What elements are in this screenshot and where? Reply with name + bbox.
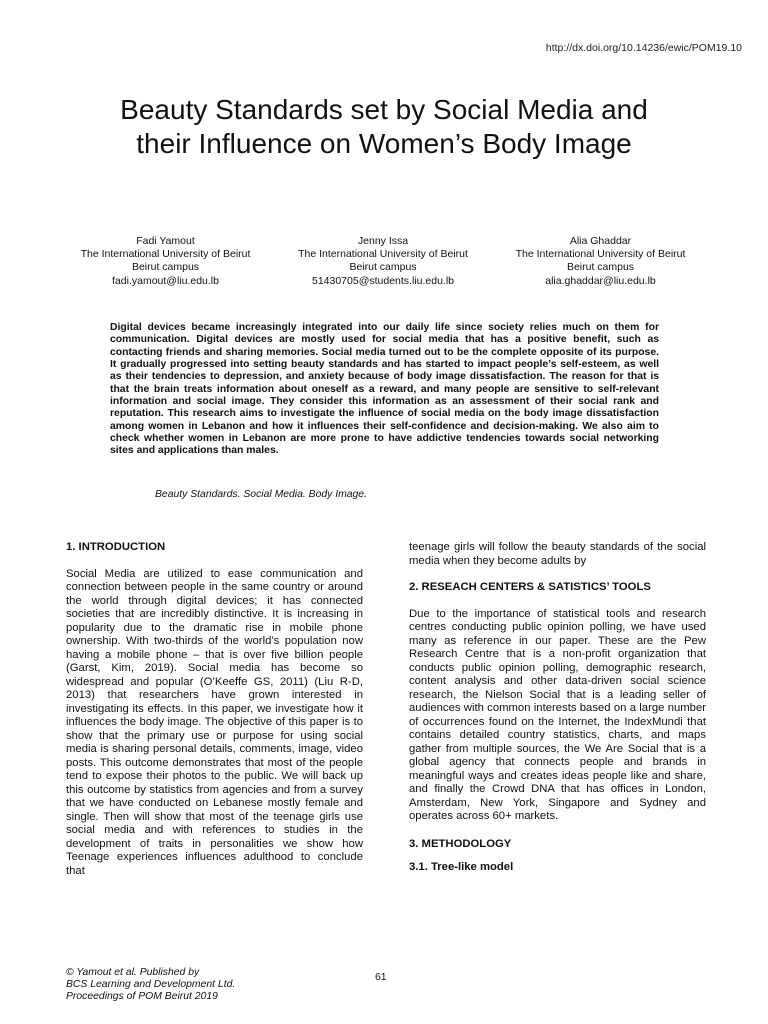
page-number: 61 xyxy=(375,972,387,983)
doi-link[interactable]: http://dx.doi.org/10.14236/ewic/POM19.10 xyxy=(545,42,742,54)
footer-line-2: BCS Learning and Development Ltd. xyxy=(66,979,236,991)
section-heading-research-centers: 2. RESEACH CENTERS & SATISTICS’ TOOLS xyxy=(409,581,651,593)
author-2 xyxy=(276,235,491,288)
left-column xyxy=(66,541,363,878)
author-name: Fadi Yamout xyxy=(136,235,195,247)
author-name: Jenny Issa xyxy=(357,235,409,247)
author-campus: Beirut campus xyxy=(566,261,635,274)
research-centers-paragraph: Due to the importance of statistical tools and research centres conducting public opinion polling, we have used many as reference in our paper. These are the Pew Research Centre that is a non-profit organization that conducts public opinion polling, demographic research, content analysis and other data-driven social science research, the Nielson Social that is a leading seller of audiences with common interests based on a large number of occurrences found on the Internet, the IndexMundi that contains detailed country statistics, charts, and maps gather from multiple sources, the We Are Social that is a global agency that connects people and brands in meaningful ways and creates ideas people like and share, and finally the Crowd DNA that has offices in London, Amsterdam, New York, Singapore and Sydney and operates across 60+ markets. xyxy=(409,607,706,822)
author-name: Alia Ghaddar xyxy=(569,235,632,247)
introduction-continued: teenage girls will follow the beauty standards of the social media when they become adults by xyxy=(409,541,706,567)
right-column xyxy=(409,541,706,875)
author-email[interactable]: 51430705@students.liu.edu.lb xyxy=(311,274,455,287)
title-line-1: Beauty Standards set by Social Media and xyxy=(120,94,648,125)
author-affiliation: The International University of Beirut xyxy=(515,248,686,261)
keywords: Beauty Standards. Social Media. Body Image. xyxy=(155,489,367,500)
introduction-paragraph: Social Media are utilized to ease communication and connection between people in the same country or around the world through digital devices; it has connected societies that are incredibly distinctive. It is increasing in popularity due to the dramatic rise in mobile phone ownership. With two-thirds of the world’s population now having a mobile phone – that is over five billion people (Garst, Kim, 2019). Social media has become so widespread and popular (O’Keeffe GS, 2011) (Liu R-D, 2013) that researchers have grown interested in investigating its effects. In this paper, we investigate how it influences the body image. The objective of this paper is to show that the primary use or purpose for using social media is sharing personal details, comments, image, video posts. This outcome demonstrates that most of the people tend to expose their photos to the public. We will back up this outcome by statistics from agencies and from a survey that we have conducted on Lebanese mostly female and single. Then will show that most of the teenage girls use social media and with references to studies in the development of traits in personalities we show how Teenage experiences influences adulthood to conclude that xyxy=(66,567,363,877)
author-3 xyxy=(493,235,708,288)
footer-line-3: Proceedings of POM Beirut 2019 xyxy=(66,991,218,1003)
subsection-heading-tree-model: 3.1. Tree-like model xyxy=(409,861,514,873)
author-affiliation: The International University of Beirut xyxy=(298,248,468,261)
abstract: Digital devices became increasingly integrated into our daily life since society relies much on them for communication. Digital devices are mostly used for social media that has a positive benefit, such as contacting friends and sharing memories. Social media turned out to be the complete opposite of its purpose. It gradually progressed into setting beauty standards and has started to impact people’s self-esteem, as well as their tendencies to depression, and anxiety because of body image dissatisfaction. The reason for that is that the brain treats information about oneself as a reward, and many people are sensitive to self-relevant information and social image. They consider this information as an assessment of their social rank and reputation. This research aims to investigate the influence of social media on the body image dissatisfaction among women in Lebanon and how it influences their self-confidence and decision-making. We also aim to check whether women in Lebanon are more prone to have addictive tendencies towards social networking sites and applications than males. xyxy=(110,322,659,457)
author-1 xyxy=(58,235,273,288)
author-affiliation: The International University of Beirut xyxy=(80,248,251,261)
paper-title xyxy=(40,93,728,161)
copyright-footer xyxy=(66,967,235,1004)
footer-line-1: © Yamout et al. Published by xyxy=(66,967,200,978)
author-campus: Beirut campus xyxy=(131,261,200,274)
section-heading-methodology: 3. METHODOLOGY xyxy=(409,837,512,850)
author-email[interactable]: alia.ghaddar@liu.edu.lb xyxy=(545,274,656,287)
author-block xyxy=(58,235,708,288)
author-campus: Beirut campus xyxy=(349,261,417,274)
section-heading-introduction: 1. INTRODUCTION xyxy=(66,541,166,553)
title-line-2: their Influence on Women’s Body Image xyxy=(136,128,632,159)
author-email[interactable]: fadi.yamout@liu.edu.lb xyxy=(112,274,219,287)
